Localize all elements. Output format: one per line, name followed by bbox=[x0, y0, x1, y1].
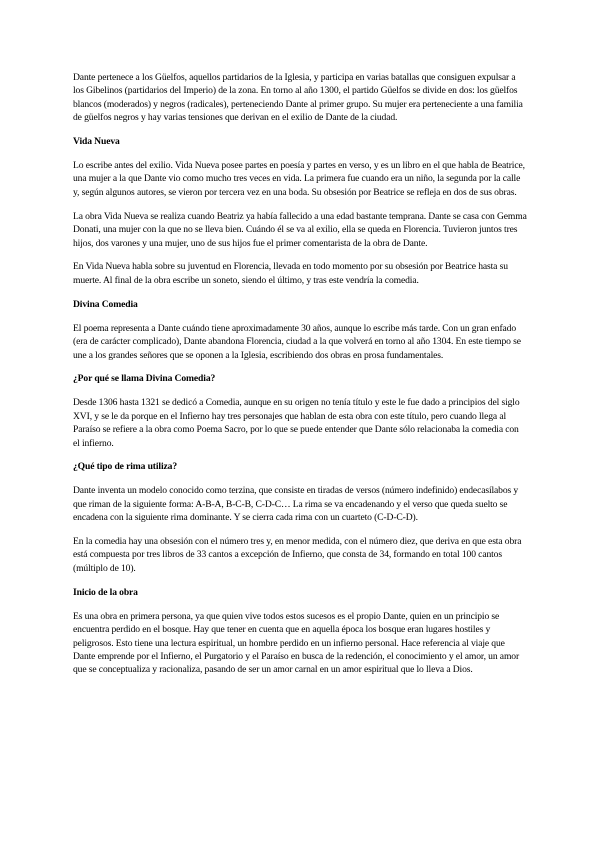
section-heading: Divina Comedia bbox=[73, 298, 138, 310]
body-paragraph: Es una obra en primera persona, ya que quien vive todos estos sucesos es el propio Dante, quien en un principio se encuentra perdido en el bosque. Hay que tener en cuenta que en aquella época los bosque eran lugares hostiles y peligrosos. Esto tiene una lectura espiritual, un hombre perdido en un infierno personal. Hace referencia al viaje que Dante emprende por el Infierno, el Purgatorio y el Paraíso en busca de la redención, el conocimiento y el amor, un amor que se conceptualiza y racionaliza, pasando de ser un amor carnal en un amor espiritual que lo lleva a Dios. bbox=[73, 610, 520, 676]
section-heading: Inicio de la obra bbox=[73, 586, 138, 598]
body-paragraph: Lo escribe antes del exilio. Vida Nueva posee partes en poesía y partes en verso, y es un libro en el que habla de Beatrice, una mujer a la que Dante vio como mucho tres veces en vida. La primera fue cuando era un niño, la segunda por la calle y, según algunos autores, se vieron por tercera vez en una boda. Su obsesión por Beatrice se refleja en dos de sus obras. bbox=[73, 160, 525, 198]
section-divina-comedia bbox=[73, 298, 527, 362]
body-paragraph: La obra Vida Nueva se realiza cuando Beatriz ya había fallecido a una edad bastante temprana. Dante se casa con Gemma Donati, una mujer con la que no se lleva bien. Cuándo él se va al exilio, ella se queda en Florencia. Tuvieron juntos tres hijos, dos varones y una mujer, uno de sus hijos fue el primer comentarista de la obra de Dante. bbox=[73, 210, 527, 249]
body-paragraph: Desde 1306 hasta 1321 se dedicó a Comedia, aunque en su origen no tenía título y este le fue dado a principios del siglo XVI, y se le da porque en el Infierno hay tres personajes que hablan de esta obra con este título, pero cuando llega al Paraíso se refiere a la obra como Poema Sacro, por lo que se puede entender que Dante sólo relacionaba la comedia con el infierno. bbox=[73, 397, 520, 449]
body-paragraph: En Vida Nueva habla sobre su juventud en Florencia, llevada en todo momento por su obsesión por Beatrice hasta su muerte. Al final de la obra escribe un soneto, siendo el último, y tras este vendría la comedia. bbox=[73, 261, 508, 286]
document-page bbox=[73, 71, 527, 687]
body-paragraph: Dante inventa un modelo conocido como terzina, que consiste en tiradas de versos (número indefinido) endecasílabos y que riman de la siguiente forma: A-B-A, B-C-B, C-D-C… La rima se va encadenando y el verso que queda suelto se encadena con la siguiente rima dominante. Y se cierra cada rima con un cuarteto (C-D-C-D). bbox=[73, 485, 519, 524]
body-paragraph: El poema representa a Dante cuándo tiene aproximadamente 30 años, aunque lo escribe más tarde. Con un gran enfado (era de carácter complicado), Dante abandona Florencia, ciudad a la que volverá en torno al año 1304. En este tiempo se une a los grandes señores que se oponen a la Iglesia, escribiendo dos obras en prosa fundamentales. bbox=[73, 322, 521, 361]
section-inicio-de-la-obra bbox=[73, 586, 527, 677]
section-tipo-de-rima bbox=[73, 460, 527, 575]
section-heading: Vida Nueva bbox=[73, 136, 120, 148]
section-heading: ¿Por qué se llama Divina Comedia? bbox=[73, 373, 216, 385]
section-vida-nueva bbox=[73, 135, 527, 287]
body-paragraph: En la comedia hay una obsesión con el número tres y, en menor medida, con el número diez, que deriva en que esta obra está compuesta por tres libros de 33 cantos a excepción de Infierno, que consta de 34, formando en total 100 cantos (múltiplo de 10). bbox=[73, 536, 522, 574]
intro-paragraph: Dante pertenece a los Güelfos, aquellos partidarios de la Iglesia, y participa en varias batallas que consiguen expulsar a los Gibelinos (partidarios del Imperio) de la zona. En torno al año 1300, el partido Güelfos se divide en dos: los güelfos blancos (moderados) y negros (radicales), perteneciendo Dante al primer grupo. Su mujer era perteneciente a una familia de güelfos negros y hay varias tensiones que derivan en el exilio de Dante de la ciudad. bbox=[73, 72, 523, 124]
section-heading: ¿Qué tipo de rima utiliza? bbox=[73, 461, 178, 473]
section-por-que-divina-comedia bbox=[73, 372, 527, 450]
